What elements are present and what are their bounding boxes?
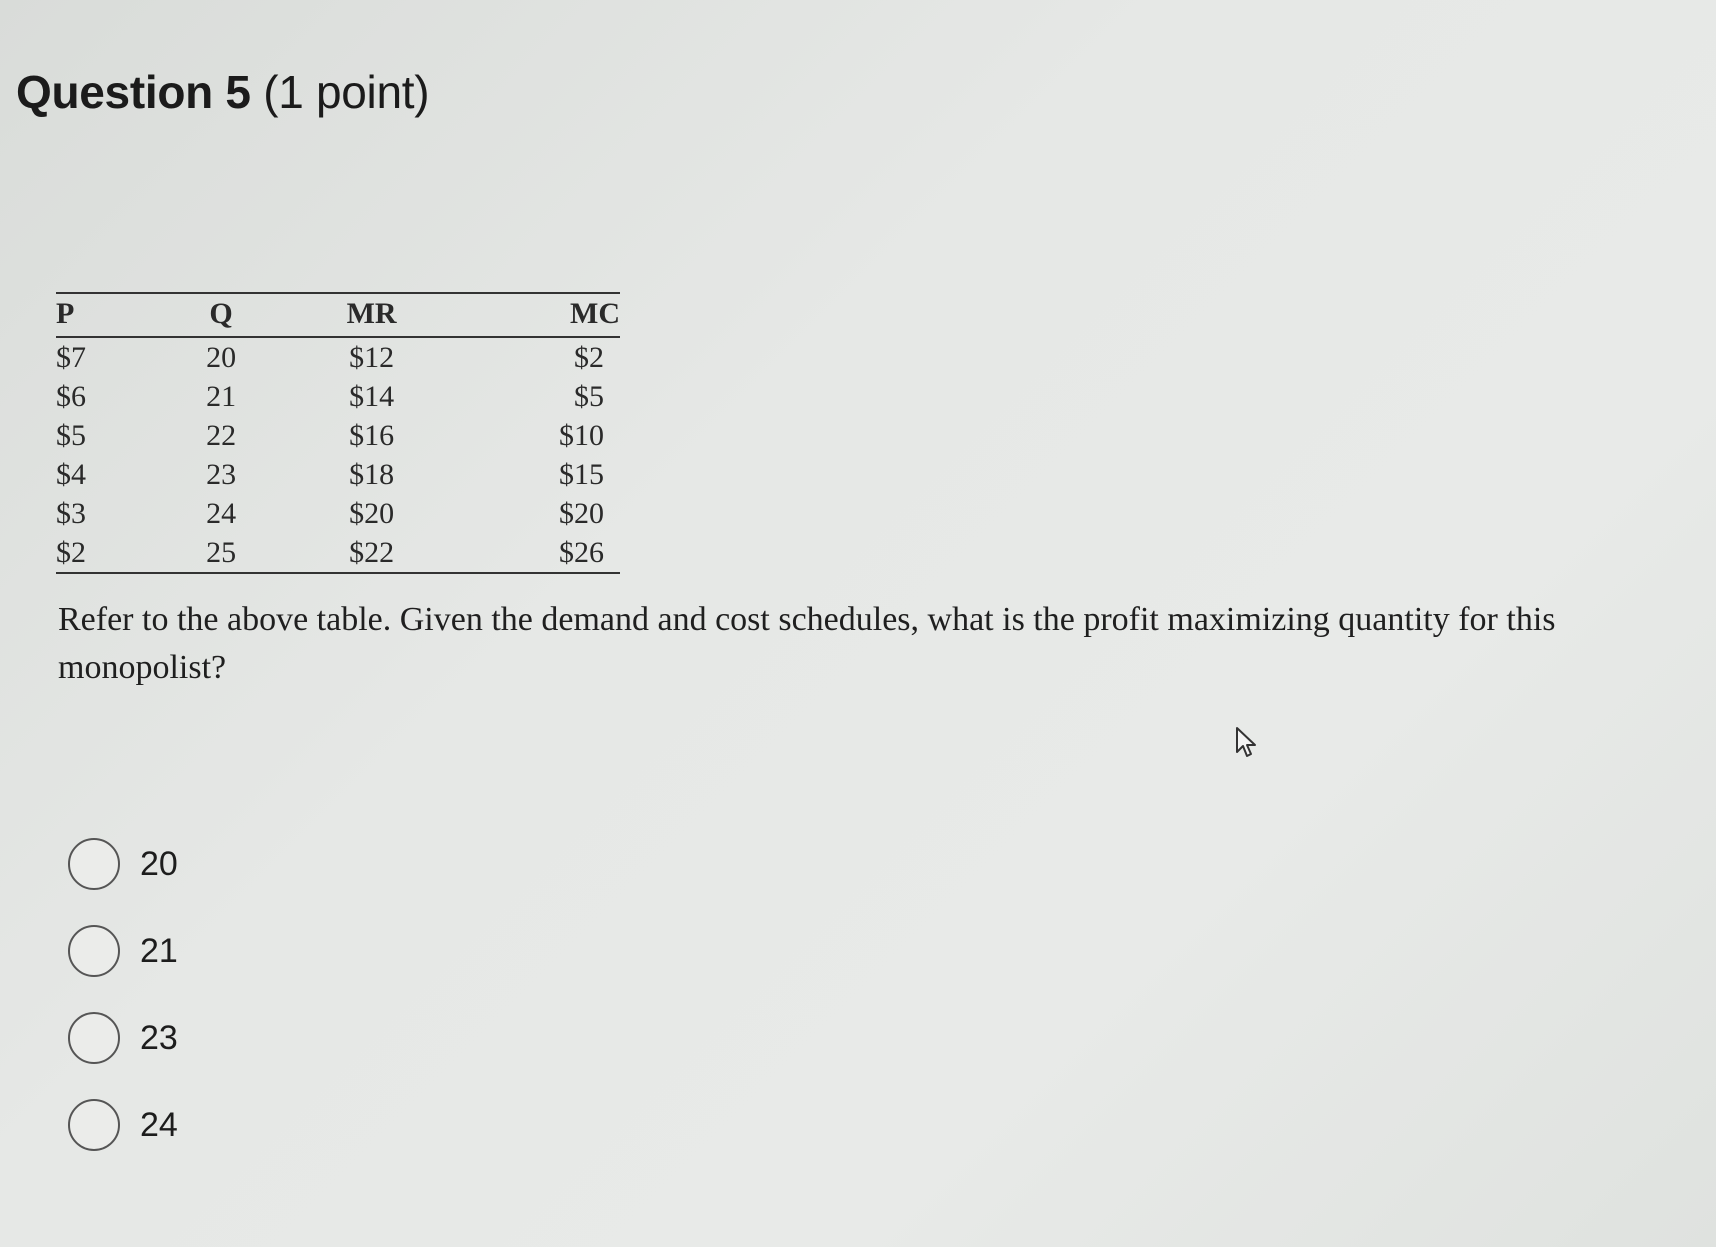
cell-q: 23 xyxy=(206,457,237,491)
answer-option[interactable] xyxy=(68,1097,178,1153)
answer-option[interactable] xyxy=(68,923,178,979)
cell-mc: $20 xyxy=(559,496,604,530)
cell-mr: $20 xyxy=(349,496,395,530)
cell-mc: $15 xyxy=(559,457,604,491)
cell-mr: $16 xyxy=(349,418,395,452)
radio-button[interactable] xyxy=(68,1012,120,1064)
arrow-cursor-icon xyxy=(1234,726,1264,760)
cell-p: $2 xyxy=(56,535,86,569)
answer-option[interactable] xyxy=(68,836,178,892)
header-p: P xyxy=(56,297,75,330)
option-label: 21 xyxy=(140,931,178,970)
table-row xyxy=(56,533,620,573)
cell-mc: $2 xyxy=(574,340,604,374)
cell-mc: $26 xyxy=(559,535,604,569)
header-q: Q xyxy=(209,297,233,330)
answer-options xyxy=(68,836,178,1184)
table-row xyxy=(56,494,620,533)
cell-mc: $10 xyxy=(559,418,604,452)
cell-p: $4 xyxy=(56,457,86,491)
radio-button[interactable] xyxy=(68,838,120,890)
cell-mc: $5 xyxy=(574,379,604,413)
table-row xyxy=(56,337,620,377)
cell-mr: $18 xyxy=(349,457,395,491)
cell-p: $7 xyxy=(56,340,86,374)
cell-p: $3 xyxy=(56,496,86,530)
table-header-row xyxy=(56,293,620,337)
cell-q: 22 xyxy=(206,418,237,452)
option-label: 24 xyxy=(140,1105,178,1144)
demand-cost-table xyxy=(56,292,620,574)
table-row xyxy=(56,416,620,455)
table-row xyxy=(56,455,620,494)
radio-button[interactable] xyxy=(68,1099,120,1151)
cell-q: 25 xyxy=(206,535,237,569)
question-title xyxy=(16,62,429,122)
option-label: 20 xyxy=(140,844,178,883)
question-number: Question 5 xyxy=(16,66,251,118)
option-label: 23 xyxy=(140,1018,178,1057)
cell-p: $6 xyxy=(56,379,86,413)
header-mc: MC xyxy=(570,297,620,330)
header-mr: MR xyxy=(346,297,397,330)
cell-p: $5 xyxy=(56,418,86,452)
question-prompt: Refer to the above table. Given the demand and cost schedules, what is the profit maximizing quantity for this monopolist? xyxy=(58,601,1556,686)
question-points: (1 point) xyxy=(263,66,430,118)
cell-mr: $14 xyxy=(349,379,395,413)
cell-q: 24 xyxy=(206,496,237,530)
answer-option[interactable] xyxy=(68,1010,178,1066)
cell-mr: $12 xyxy=(349,340,395,374)
radio-button[interactable] xyxy=(68,925,120,977)
table-row xyxy=(56,377,620,416)
cell-q: 20 xyxy=(206,340,237,374)
cell-q: 21 xyxy=(206,379,237,413)
cell-mr: $22 xyxy=(349,535,395,569)
